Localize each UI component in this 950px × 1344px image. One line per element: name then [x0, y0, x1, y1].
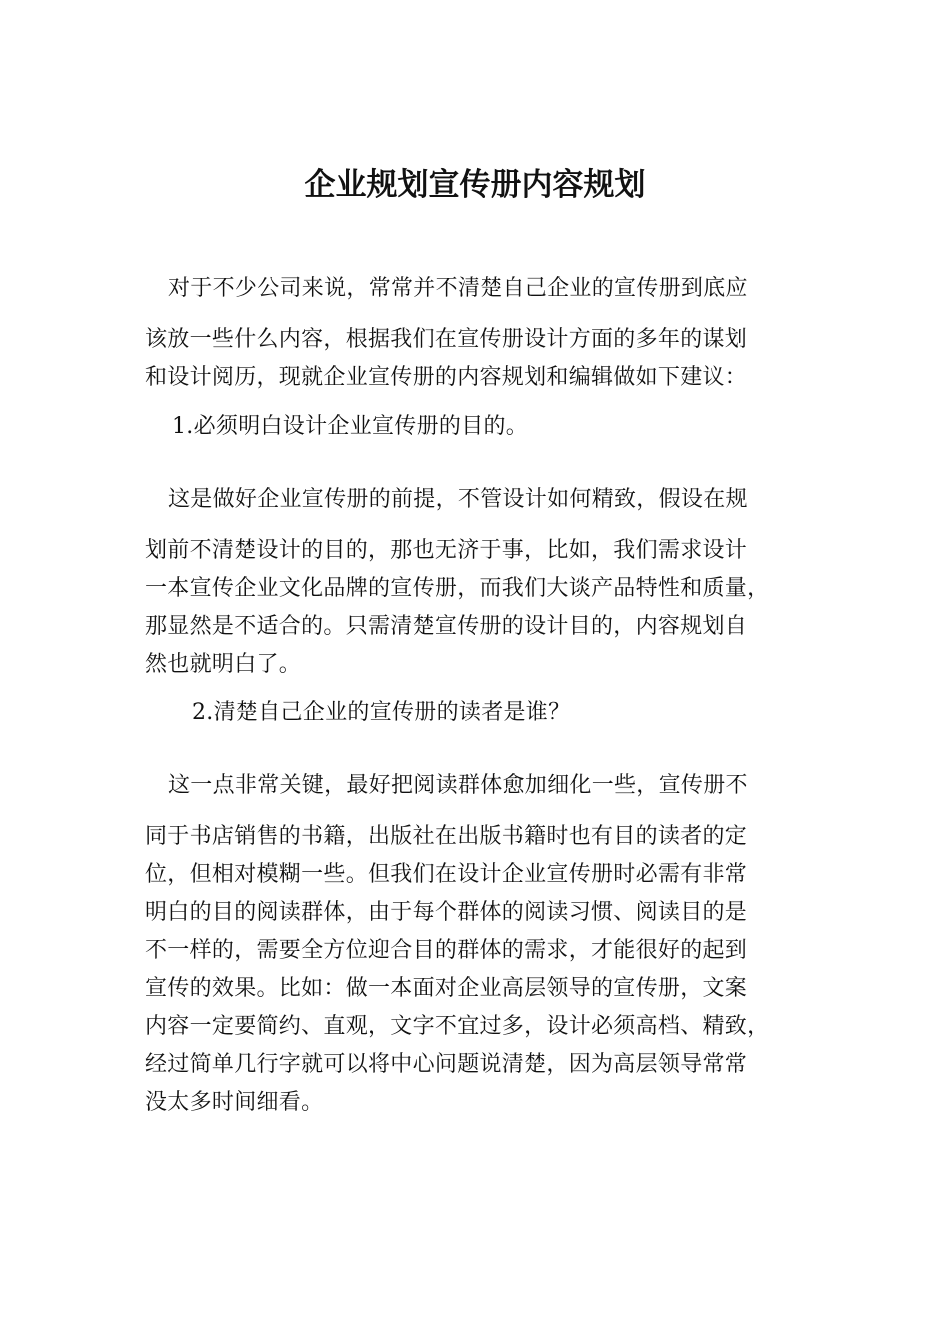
paragraph-line: 对于不少公司来说，常常并不清楚自己企业的宣传册到底应 — [168, 276, 748, 301]
paragraph-line: 明白的目的阅读群体，由于每个群体的阅读习惯、阅读目的是 — [145, 900, 748, 925]
paragraph-line: 然也就明白了。 — [145, 652, 302, 677]
paragraph-line: 这是做好企业宣传册的前提，不管设计如何精致，假设在规 — [168, 487, 748, 512]
paragraph-line: 内容一定要简约、直观，文字不宜过多，设计必须高档、精致， — [145, 1014, 770, 1039]
paragraph-line: 同于书店销售的书籍，出版社在出版书籍时也有目的读者的定 — [145, 824, 748, 849]
document-title: 企业规划宣传册内容规划 — [304, 167, 646, 203]
section-heading: 1.必须明白设计企业宣传册的目的。 — [172, 414, 529, 439]
paragraph-line: 这一点非常关键，最好把阅读群体愈加细化一些，宣传册不 — [168, 773, 748, 798]
paragraph-line: 经过简单几行字就可以将中心问题说清楚，因为高层领导常常 — [145, 1052, 748, 1077]
paragraph-line: 宣传的效果。比如：做一本面对企业高层领导的宣传册，文案 — [145, 976, 748, 1001]
paragraph-line: 该放一些什么内容，根据我们在宣传册设计方面的多年的谋划 — [145, 327, 748, 352]
paragraph-line: 和设计阅历，现就企业宣传册的内容规划和编辑做如下建议： — [145, 365, 748, 390]
paragraph-line: 不一样的，需要全方位迎合目的群体的需求，才能很好的起到 — [145, 938, 748, 963]
paragraph-line: 那显然是不适合的。只需清楚宣传册的设计目的，内容规划自 — [145, 614, 748, 639]
section-heading: 2.清楚自己企业的宣传册的读者是谁？ — [192, 700, 571, 725]
paragraph-line: 划前不清楚设计的目的，那也无济于事，比如，我们需求设计 — [145, 538, 748, 563]
paragraph-line: 没太多时间细看。 — [145, 1090, 324, 1115]
paragraph-line: 位，但相对模糊一些。但我们在设计企业宣传册时必需有非常 — [145, 862, 748, 887]
paragraph-line: 一本宣传企业文化品牌的宣传册，而我们大谈产品特性和质量， — [145, 576, 770, 601]
